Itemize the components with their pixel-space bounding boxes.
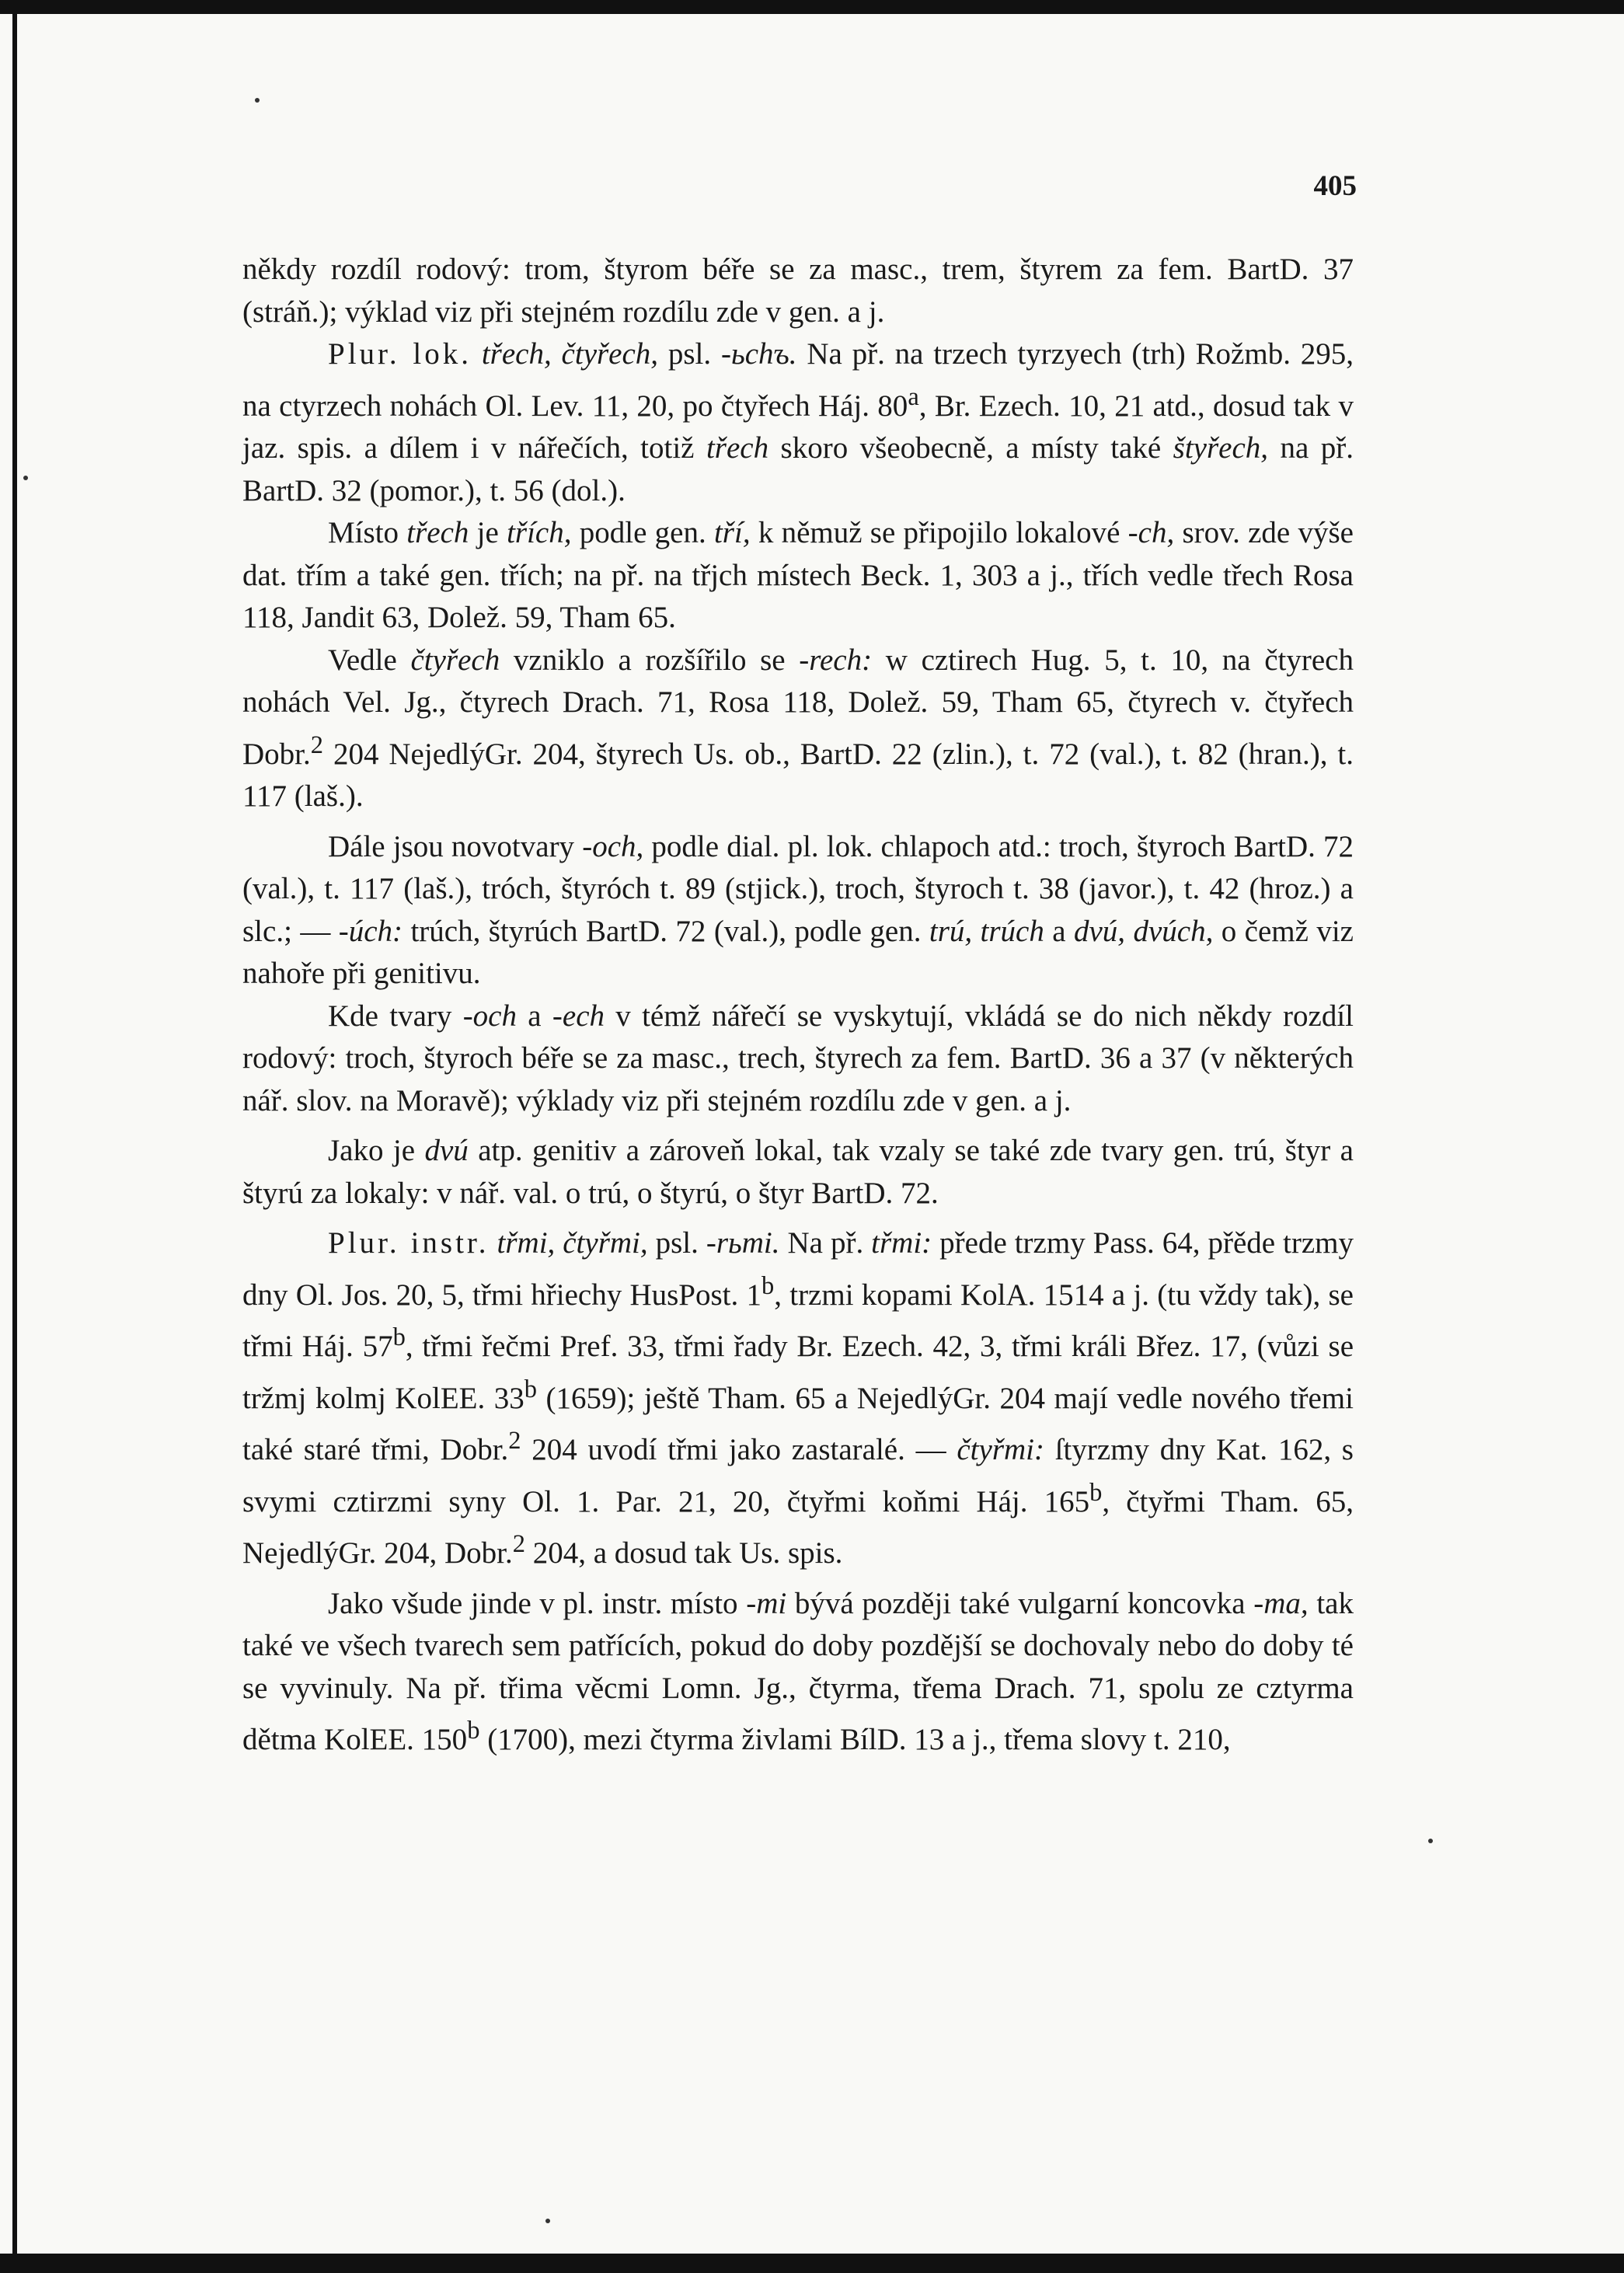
section-heading: Plur. instr. (328, 1226, 490, 1260)
paragraph: Plur. lok. třech, čtyřech, psl. -ьchъ. Na př. na trzech tyrzyech (trh) Rožmb. 295, na ctyrzech nohách Ol. Lev. 11, 20, po čtyřech Háj. 80$^a$, Br. Ezech. 10, 21 atd., dosud tak v jaz. spis. a dílem i v nářečích, totiž třech skoro všeobecně, a místy také štyřech, na př. BartD. 32 (pomor.), t. 56 (dol.). (242, 337, 1354, 507)
paragraph: někdy rozdíl rodový: trom, štyrom béře se za masc., trem, štyrem za fem. BartD. 37 (stráň.); výklad viz při stejném rozdílu zde v gen. a j. (242, 253, 1354, 329)
scan-speck (255, 98, 260, 103)
paragraph: Jako všude jinde v pl. instr. místo -mi bývá později také vulgarní koncovka -ma, tak také ve všech tvarech sem patřících, pokud do doby pozdější se dochovaly nebo do doby té se vyvinuly. Na př. třima věcmi Lomn. Jg., čtyrma, třema Drach. 71, spolu ze cztyrma dětma KolEE. 150$^b$ (1700), mezi čtyrma živlami BílD. 13 a j., třema slovy t. 210, (242, 1586, 1354, 1756)
scan-speck (545, 2219, 550, 2223)
page-number: 405 (1313, 170, 1357, 202)
scan-speck (1428, 1839, 1433, 1843)
paragraph: Jako je dvú atp. genitiv a zároveň lokal, tak vzaly se také zde tvary gen. trú, štyr a štyrú za lokaly: v nář. val. o trú, o štyrú, o štyr BartD. 72. (242, 1134, 1354, 1210)
scan-speck (23, 476, 28, 480)
paragraph: Dále jsou novotvary -och, podle dial. pl. lok. chlapoch atd.: troch, štyroch BartD. 72 (val.), t. 117 (laš.), tróch, štyróch t. 89 (stjick.), troch, štyroch t. 38 (javor.), t. 42 (hroz.) a slc.; — -úch: trúch, štyrúch BartD. 72 (val.), podle gen. trú, trúch a dvú, dvúch, o čemž viz nahoře při genitivu. (242, 829, 1354, 990)
paragraph: Plur. instr. třmi, čtyřmi, psl. -rьmi. Na př. třmi: přede trzmy Pass. 64, přěde trzmy dny Ol. Jos. 20, 5, třmi hřiechy HusPost. 1$^b$, trzmi kopami KolA. 1514 a j. (tu vždy tak), se třmi Háj. 57$^b$, třmi řečmi Pref. 33, třmi řady Br. Ezech. 42, 3, třmi králi Břez. 17, (vůzi se tržmj kolmj KolEE. 33$^b$ (1659); ještě Tham. 65 a NejedlýGr. 204 mají vedle nového třemi také staré třmi, Dobr.$^2$ 204 uvodí třmi jako zastaralé. — čtyřmi: ſtyrzmy dny Kat. 162, s svymi cztirzmi syny Ol. 1. Par. 21, 20, čtyřmi koňmi Háj. 165$^b$, čtyřmi Tham. 65, NejedlýGr. 204, Dobr.$^2$ 204, a dosud tak Us. spis. (242, 1226, 1354, 1570)
section-heading: Plur. lok. (328, 337, 472, 371)
scan-border-top (0, 0, 1624, 14)
paragraph: Kde tvary -och a -ech v témž nářečí se vyskytují, vkládá se do nich někdy rozdíl rodový: troch, štyroch béře se za masc., trech, štyrech za fem. BartD. 36 a 37 (v některých nář. slov. na Moravě); výklady viz při stejném rozdílu zde v gen. a j. (242, 999, 1354, 1117)
scan-border-bottom (0, 2254, 1624, 2273)
body-text (242, 249, 1354, 1762)
paragraph: Místo třech je třích, podle gen. tří, k němuž se připojilo lokalové -ch, srov. zde výše dat. třím a také gen. třích; na př. na třjch místech Beck. 1, 303 a j., třích vedle třech Rosa 118, Jandit 63, Dolež. 59, Tham 65. (242, 516, 1354, 634)
paragraph: Vedle čtyřech vzniklo a rozšířilo se -rech: w cztirech Hug. 5, t. 10, na čtyrech nohách Vel. Jg., čtyrech Drach. 71, Rosa 118, Dolež. 59, Tham 65, čtyrech v. čtyřech Dobr.$^2$ 204 NejedlýGr. 204, štyrech Us. ob., BartD. 22 (zlin.), t. 72 (val.), t. 82 (hran.), t. 117 (laš.). (242, 643, 1354, 813)
scan-border-left (12, 0, 17, 2273)
